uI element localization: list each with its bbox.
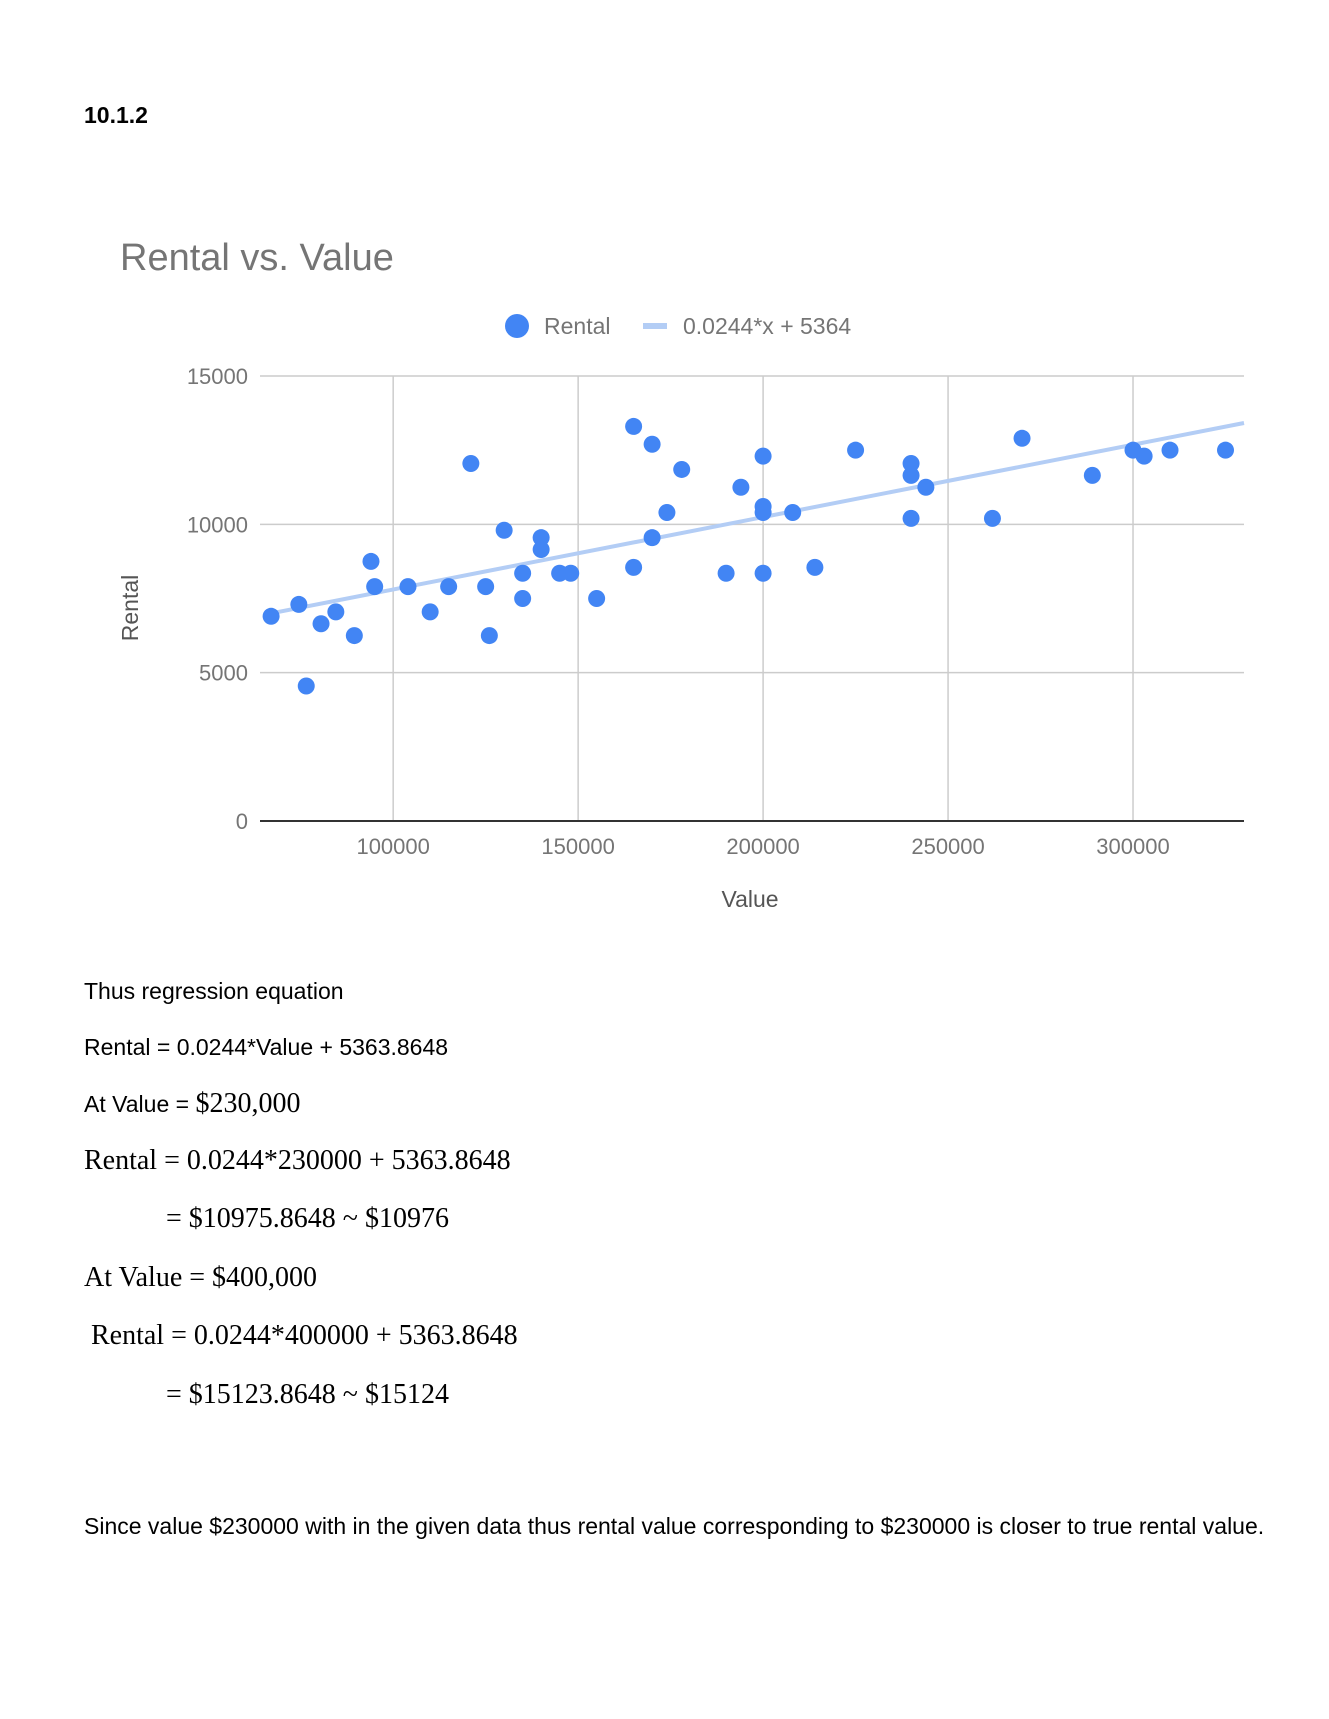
data-point	[644, 529, 661, 546]
rental-400000-result: = $15123.8648 ~ $15124	[166, 1379, 449, 1410]
x-tick-labels	[356, 834, 1169, 859]
data-point	[732, 479, 749, 496]
data-point	[562, 565, 579, 582]
data-point	[625, 418, 642, 435]
value-230000-prefix: At Value =	[84, 1091, 196, 1117]
y-gridlines	[260, 376, 1244, 673]
data-point	[718, 565, 735, 582]
data-point	[917, 479, 934, 496]
data-point	[496, 522, 513, 539]
x-tick-label: 250000	[911, 834, 985, 859]
data-point	[1084, 467, 1101, 484]
data-point	[313, 615, 330, 632]
y-tick-label: 10000	[186, 512, 248, 538]
y-tick-labels	[187, 364, 248, 834]
data-point	[1217, 442, 1234, 459]
conclusion-paragraph: Since value $230000 with in the given data thus rental value corresponding to $230000 is closer to true rental value.	[84, 1513, 1265, 1539]
data-point	[625, 559, 642, 576]
data-point	[806, 559, 823, 576]
regression-intro: Thus regression equation	[84, 978, 344, 1004]
section-number: 10.1.2	[84, 102, 148, 128]
data-point	[658, 504, 675, 521]
data-point	[755, 504, 772, 521]
chart-title: Rental vs. Value	[120, 237, 394, 279]
data-point	[346, 627, 363, 644]
data-point	[290, 596, 307, 613]
data-point	[481, 627, 498, 644]
data-point	[440, 578, 457, 595]
rental-230000-formula: Rental = 0.0244*230000 + 5363.8648	[84, 1145, 511, 1176]
data-point	[533, 541, 550, 558]
data-point	[984, 510, 1001, 527]
data-point	[263, 608, 280, 625]
rental-230000-result: = $10975.8648 ~ $10976	[166, 1203, 449, 1234]
data-point	[847, 442, 864, 459]
data-point	[903, 510, 920, 527]
data-point	[903, 467, 920, 484]
data-point	[588, 590, 605, 607]
legend-trendline-label: 0.0244*x + 5364	[683, 313, 852, 339]
chart-legend	[505, 313, 851, 339]
data-point	[755, 448, 772, 465]
y-tick-label: 15000	[186, 364, 248, 389]
data-point	[462, 455, 479, 472]
x-tick-label: 100000	[356, 834, 430, 859]
scatter-chart	[0, 230, 1329, 930]
value-230000-line	[84, 1088, 300, 1120]
value-230000-amount: $230,000	[195, 1088, 301, 1119]
data-point	[362, 553, 379, 570]
x-axis-label: Value	[721, 886, 779, 912]
data-point	[422, 603, 439, 620]
data-points	[263, 418, 1234, 695]
y-tick-label: 5000	[199, 660, 248, 686]
legend-rental-marker	[505, 314, 529, 338]
x-tick-label: 150000	[541, 834, 615, 859]
data-point	[673, 461, 690, 478]
data-point	[1014, 430, 1031, 447]
data-point	[1162, 442, 1179, 459]
data-point	[366, 578, 383, 595]
data-point	[514, 590, 531, 607]
x-tick-label: 200000	[726, 834, 800, 859]
regression-equation: Rental = 0.0244*Value + 5363.8648	[84, 1034, 449, 1060]
data-point	[644, 436, 661, 453]
x-tick-label: 300000	[1096, 834, 1170, 859]
legend-rental-label: Rental	[544, 313, 611, 339]
data-point	[514, 565, 531, 582]
data-point	[477, 578, 494, 595]
y-tick-label: 0	[235, 809, 248, 834]
value-400000-line: At Value = $400,000	[84, 1262, 318, 1293]
data-point	[327, 603, 344, 620]
rental-400000-formula: Rental = 0.0244*400000 + 5363.8648	[91, 1320, 518, 1351]
data-point	[298, 678, 315, 695]
y-axis-label: Rental	[117, 574, 143, 642]
data-point	[755, 565, 772, 582]
data-point	[399, 578, 416, 595]
data-point	[1136, 448, 1153, 465]
data-point	[784, 504, 801, 521]
